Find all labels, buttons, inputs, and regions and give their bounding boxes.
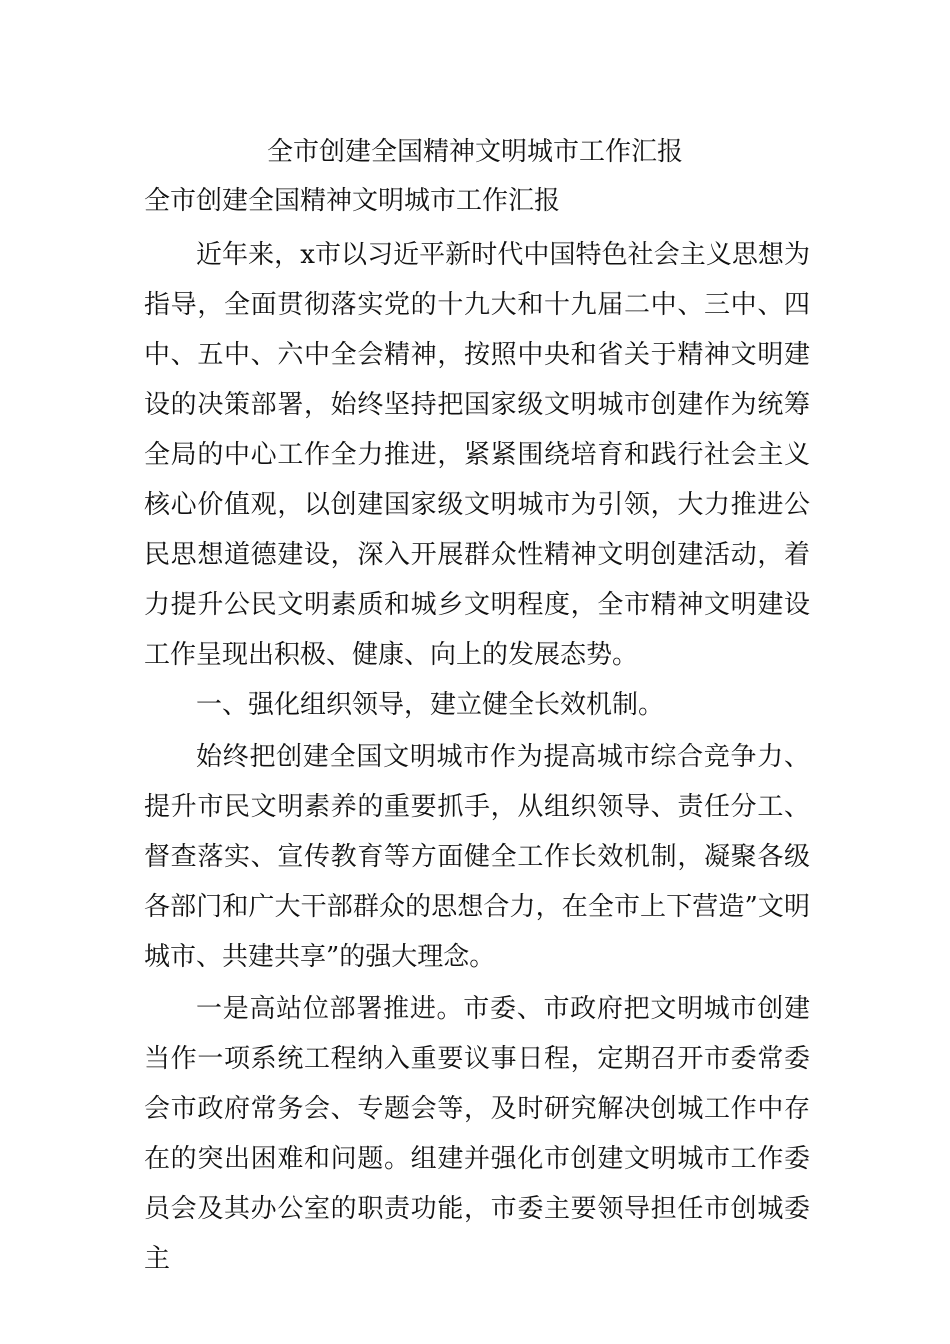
document-subtitle: 全市创建全国精神文明城市工作汇报 bbox=[144, 186, 561, 216]
section-heading: 一、强化组织领导，建立健全长效机制。 bbox=[196, 690, 665, 720]
section-body-paragraph: 始终把创建全国文明城市作为提高城市综合竞争力、提升市民文明素养的重要抓手，从组织领导、责任分工、督查落实、宣传教育等方面健全工作长效机制，凝聚各级各部门和广大干部群众的思想合力，在全市上下营造”文明城市、共建共享”的强大理念。 bbox=[144, 742, 810, 972]
document-title: 全市创建全国精神文明城市工作汇报 bbox=[266, 137, 683, 167]
intro-paragraph: 近年来，x市以习近平新时代中国特色社会主义思想为指导，全面贯彻落实党的十九大和十九届二中、三中、四中、五中、六中全会精神，按照中央和省关于精神文明建设的决策部署，始终坚持把国家级文明城市创建作为统筹全局的中心工作全力推进，紧紧围绕培育和践行社会主义核心价值观，以创建国家级文明城市为引领，大力推进公民思想道德建设，深入开展群众性精神文明创建活动，着力提升公民文明素质和城乡文明程度，全市精神文明建设工作呈现出积极、健康、向上的发展态势。 bbox=[144, 240, 810, 670]
point-one-paragraph: 一是高站位部署推进。市委、市政府把文明城市创建当作一项系统工程纳入重要议事日程，定期召开市委常委会市政府常务会、专题会等，及时研究解决创城工作中存在的突出困难和问题。组建并强化市创建文明城市工作委员会及其办公室的职责功能，市委主要领导担任市创城委主 bbox=[144, 994, 810, 1274]
document-body bbox=[144, 182, 810, 1284]
